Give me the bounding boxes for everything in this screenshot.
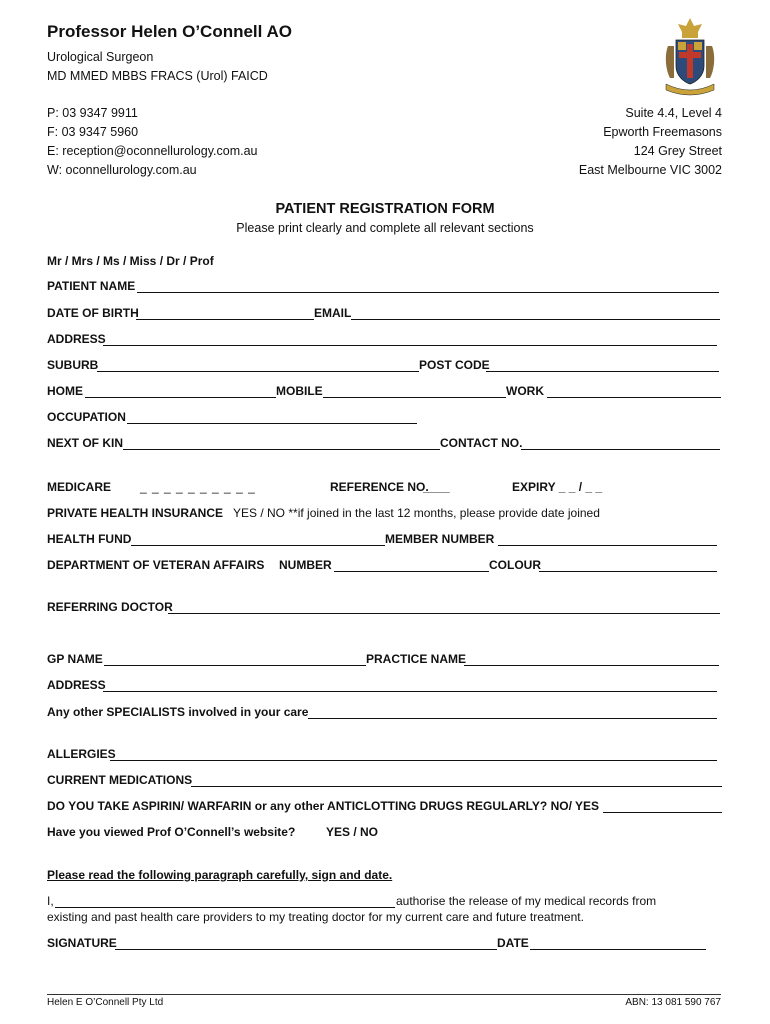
- dva-label: DEPARTMENT OF VETERAN AFFAIRS: [47, 558, 265, 572]
- medicare-number-field[interactable]: _ _ _ _ _ _ _ _ _ _: [140, 480, 256, 494]
- private-health-options[interactable]: YES / NO **if joined in the last 12 months, please provide date joined: [233, 506, 600, 520]
- health-fund-label: HEALTH FUND: [47, 532, 132, 546]
- contact-email: E: reception@oconnellurology.com.au: [47, 144, 258, 158]
- address-line-3: 124 Grey Street: [633, 144, 722, 158]
- gp-name-field[interactable]: [104, 665, 366, 666]
- doctor-qualifications: MD MMED MBBS FRACS (Urol) FAICD: [47, 69, 268, 83]
- medications-label: CURRENT MEDICATIONS: [47, 773, 193, 787]
- occupation-field[interactable]: [127, 423, 417, 424]
- mobile-field[interactable]: [323, 397, 506, 398]
- form-subtitle: Please print clearly and complete all relevant sections: [236, 221, 534, 235]
- contact-web: W: oconnellurology.com.au: [47, 163, 197, 177]
- gp-address-label: ADDRESS: [47, 678, 106, 692]
- dva-number-label: NUMBER: [279, 558, 332, 572]
- member-number-field[interactable]: [498, 545, 717, 546]
- next-of-kin-field[interactable]: [123, 449, 440, 450]
- footer-company: Helen E O’Connell Pty Ltd: [47, 997, 164, 1008]
- dob-field[interactable]: [136, 319, 314, 320]
- address-line-1: Suite 4.4, Level 4: [625, 106, 722, 120]
- footer-abn: ABN: 13 081 590 767: [625, 997, 721, 1008]
- contact-fax: F: 03 9347 5960: [47, 125, 139, 139]
- coat-of-arms-logo: [660, 16, 720, 96]
- dva-number-field[interactable]: [334, 571, 489, 572]
- consent-i-label: I,: [47, 894, 54, 908]
- expiry-field[interactable]: EXPIRY _ _ / _ _: [512, 480, 603, 494]
- website-answer-options[interactable]: YES / NO: [326, 825, 379, 839]
- salutation-options[interactable]: Mr / Mrs / Ms / Miss / Dr / Prof: [47, 254, 214, 268]
- email-field[interactable]: [351, 319, 720, 320]
- practice-name-label: PRACTICE NAME: [366, 652, 467, 666]
- allergies-label: ALLERGIES: [47, 747, 116, 761]
- work-phone-field[interactable]: [547, 397, 721, 398]
- dva-colour-field[interactable]: [539, 571, 717, 572]
- dva-colour-label: COLOUR: [489, 558, 541, 572]
- allergies-field[interactable]: [110, 760, 717, 761]
- medications-field[interactable]: [191, 786, 722, 787]
- work-phone-label: WORK: [506, 384, 544, 398]
- health-fund-field[interactable]: [131, 545, 385, 546]
- private-health-label: PRIVATE HEALTH INSURANCE: [47, 506, 224, 520]
- website-question: Have you viewed Prof O’Connell’s website?: [47, 825, 296, 839]
- postcode-label: POST CODE: [419, 358, 490, 372]
- practice-name-field[interactable]: [464, 665, 719, 666]
- suburb-label: SUBURB: [47, 358, 99, 372]
- consent-authorise-text-2: existing and past health care providers to my treating doctor for my current care and future treatment.: [47, 910, 584, 924]
- anticlotting-field[interactable]: [603, 812, 722, 813]
- consent-authorise-text: authorise the release of my medical records from: [396, 894, 657, 908]
- date-label: DATE: [497, 936, 529, 950]
- gp-name-label: GP NAME: [47, 652, 103, 666]
- signature-label: SIGNATURE: [47, 936, 117, 950]
- dob-label: DATE OF BIRTH: [47, 306, 139, 320]
- footer-divider: [47, 994, 721, 995]
- email-label: EMAIL: [314, 306, 352, 320]
- next-of-kin-label: NEXT OF KIN: [47, 436, 124, 450]
- form-title: PATIENT REGISTRATION FORM: [275, 201, 495, 217]
- address-line-2: Epworth Freemasons: [603, 125, 722, 139]
- suburb-field[interactable]: [97, 371, 419, 372]
- consent-name-field[interactable]: [55, 907, 395, 908]
- doctor-name: Professor Helen O’Connell AO: [47, 22, 292, 41]
- reference-no-label: REFERENCE NO.: [330, 480, 429, 494]
- contact-no-field[interactable]: [521, 449, 720, 450]
- consent-instruction: Please read the following paragraph carefully, sign and date.: [47, 868, 393, 882]
- other-specialists-field[interactable]: [308, 718, 717, 719]
- gp-address-field[interactable]: [103, 691, 717, 692]
- occupation-label: OCCUPATION: [47, 410, 126, 424]
- patient-name-label: PATIENT NAME: [47, 279, 136, 293]
- referring-doctor-label: REFERRING DOCTOR: [47, 600, 173, 614]
- signature-field[interactable]: [115, 949, 497, 950]
- postcode-field[interactable]: [486, 371, 719, 372]
- date-field[interactable]: [530, 949, 706, 950]
- contact-phone: P: 03 9347 9911: [47, 106, 138, 120]
- address-field[interactable]: [103, 345, 717, 346]
- other-specialists-label: Any other SPECIALISTS involved in your care: [47, 705, 309, 719]
- mobile-label: MOBILE: [276, 384, 323, 398]
- address-label: ADDRESS: [47, 332, 106, 346]
- home-phone-field[interactable]: [85, 397, 276, 398]
- contact-no-label: CONTACT NO.: [440, 436, 523, 450]
- referring-doctor-field[interactable]: [168, 613, 720, 614]
- home-phone-label: HOME: [47, 384, 83, 398]
- member-number-label: MEMBER NUMBER: [385, 532, 495, 546]
- address-line-4: East Melbourne VIC 3002: [578, 163, 722, 177]
- patient-name-field[interactable]: [137, 292, 719, 293]
- reference-no-field[interactable]: ____: [423, 480, 450, 494]
- anticlotting-question: DO YOU TAKE ASPIRIN/ WARFARIN or any other ANTICLOTTING DRUGS REGULARLY? NO/ YES: [47, 799, 600, 813]
- medicare-label: MEDICARE: [47, 480, 112, 494]
- doctor-role: Urological Surgeon: [47, 50, 154, 64]
